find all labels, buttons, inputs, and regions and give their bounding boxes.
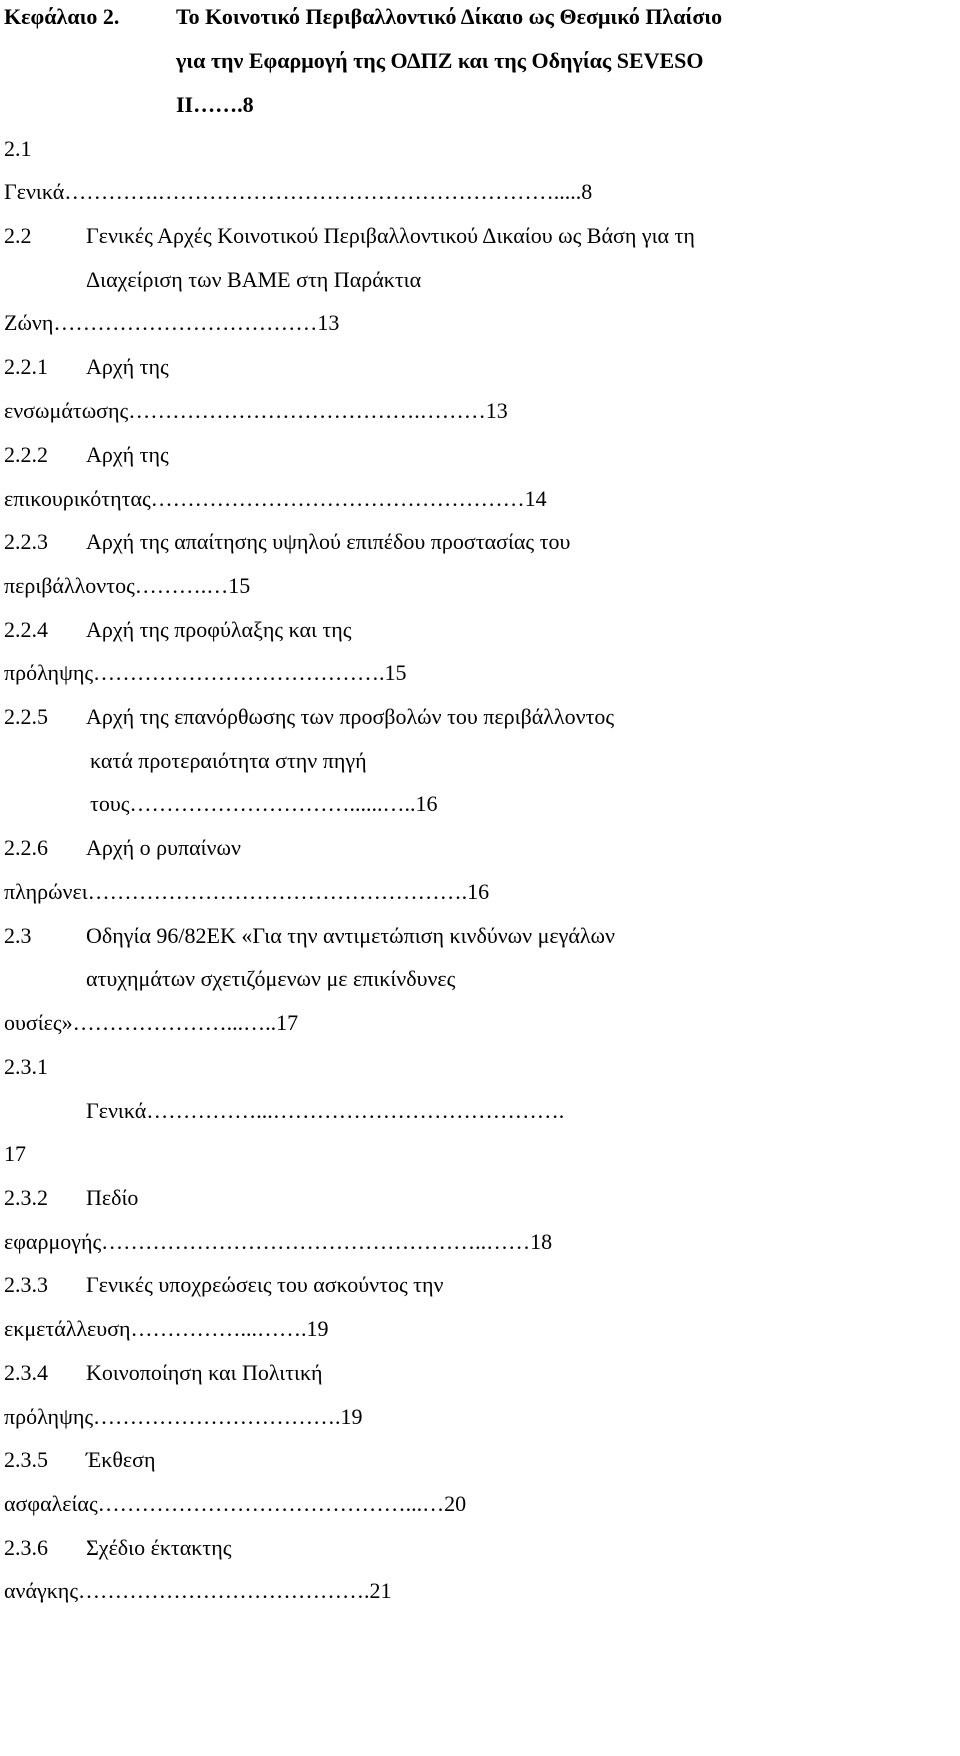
toc-entry-2-3-title-line-2: ατυχημάτων σχετιζόμενων με επικίνδυνες [86,966,456,991]
toc-entry-2-3-3-number: 2.3.3 [4,1272,48,1297]
toc-entry-2-3-6-title-line-2: ανάγκης………………………………….21 [4,1578,392,1603]
toc-entry-2-3-2-number: 2.3.2 [4,1185,48,1210]
toc-entry-2-3-1-page: 17 [4,1141,26,1166]
chapter-label: Κεφάλαιο 2. [4,4,120,29]
toc-entry-2-2-3-title-line-1: Αρχή της απαίτησης υψηλού επιπέδου προστασίας του [86,529,571,554]
toc-entry-2-2-4-title-line-2: πρόληψης………………………………….15 [4,660,407,685]
toc-entry-2-3-number: 2.3 [4,923,32,948]
toc-entry-2-2-1-number: 2.2.1 [4,354,48,379]
toc-entry-2-3-3-title-line-1: Γενικές υποχρεώσεις του ασκούντος την [86,1272,444,1297]
toc-entry-2-2-1-title-line-1: Αρχή της [86,354,169,379]
chapter-title-line-2: για την Εφαρμογή της ΟΔΠΖ και της Οδηγίας SEVESO [176,48,704,73]
toc-entry-2-1-title: Γενικά………….……………………………………………….....8 [4,179,593,204]
toc-entry-2-2-2-title-line-2: επικουρικότητας……………………………………………14 [4,486,547,511]
toc-entry-2-2-5-title-line-1: Αρχή της επανόρθωσης των προσβολών του περιβάλλοντος [86,704,615,729]
toc-entry-2-3-4-title-line-2: πρόληψης…………………………….19 [4,1404,363,1429]
toc-entry-2-3-6-number: 2.3.6 [4,1535,48,1560]
toc-entry-2-2-title-line-1: Γενικές Αρχές Κοινοτικού Περιβαλλοντικού Δικαίου ως Βάση για τη [86,223,695,248]
toc-entry-2-3-2-title-line-1: Πεδίο [86,1185,139,1210]
toc-entry-2-3-6-title-line-1: Σχέδιο έκτακτης [86,1535,232,1560]
toc-entry-2-2-2-number: 2.2.2 [4,442,48,467]
toc-entry-2-2-5-title-line-3: τους…………………………......…..16 [90,791,438,816]
toc-entry-2-3-5-title-line-2: ασφαλείας……………………………………...…20 [4,1491,467,1516]
toc-entry-2-2-1-title-line-2: ενσωμάτωσης………………………………….………13 [4,398,508,423]
toc-entry-2-2-3-title-line-2: περιβάλλοντος……….…15 [4,573,251,598]
toc-entry-2-2-3-number: 2.2.3 [4,529,48,554]
toc-entry-2-2-title-line-3: Ζώνη………………………………13 [4,310,340,335]
toc-entry-2-3-4-title-line-1: Κοινοποίηση και Πολιτική [86,1360,323,1385]
toc-entry-2-2-4-title-line-1: Αρχή της προφύλαξης και της [86,617,352,642]
toc-entry-2-1-number: 2.1 [4,136,32,161]
chapter-title-line-3: ΙΙ…….8 [176,92,254,117]
toc-entry-2-3-title-line-3: ουσίες»…………………...…..17 [4,1010,299,1035]
toc-entry-2-3-5-title-line-1: Έκθεση [86,1447,156,1472]
toc-entry-2-3-2-title-line-2: εφαρμογής……………………………………………..……18 [4,1229,553,1254]
toc-entry-2-2-5-number: 2.2.5 [4,704,48,729]
toc-entry-2-2-number: 2.2 [4,223,32,248]
toc-entry-2-2-6-number: 2.2.6 [4,835,48,860]
toc-entry-2-2-6-title-line-2: πληρώνει…………………………………………….16 [4,879,490,904]
toc-entry-2-2-title-line-2: Διαχείριση των ΒΑΜΕ στη Παράκτια [86,267,422,292]
toc-entry-2-3-5-number: 2.3.5 [4,1447,48,1472]
toc-entry-2-2-2-title-line-1: Αρχή της [86,442,169,467]
toc-entry-2-3-4-number: 2.3.4 [4,1360,48,1385]
toc-entry-2-2-5-title-line-2: κατά προτεραιότητα στην πηγή [90,748,367,773]
toc-entry-2-2-4-number: 2.2.4 [4,617,48,642]
chapter-title-line-1: Το Κοινοτικό Περιβαλλοντικό Δίκαιο ως Θεσμικό Πλαίσιο [176,4,723,29]
toc-entry-2-3-title-line-1: Οδηγία 96/82ΕΚ «Για την αντιμετώπιση κινδύνων μεγάλων [86,923,615,948]
toc-entry-2-3-1-number: 2.3.1 [4,1054,48,1079]
toc-entry-2-3-3-title-line-2: εκμετάλλευση……………...…….19 [4,1316,329,1341]
toc-entry-2-2-6-title-line-1: Αρχή ο ρυπαίνων [86,835,241,860]
toc-entry-2-3-1-title-line-1: Γενικά……………...…………………………………. [86,1098,565,1123]
